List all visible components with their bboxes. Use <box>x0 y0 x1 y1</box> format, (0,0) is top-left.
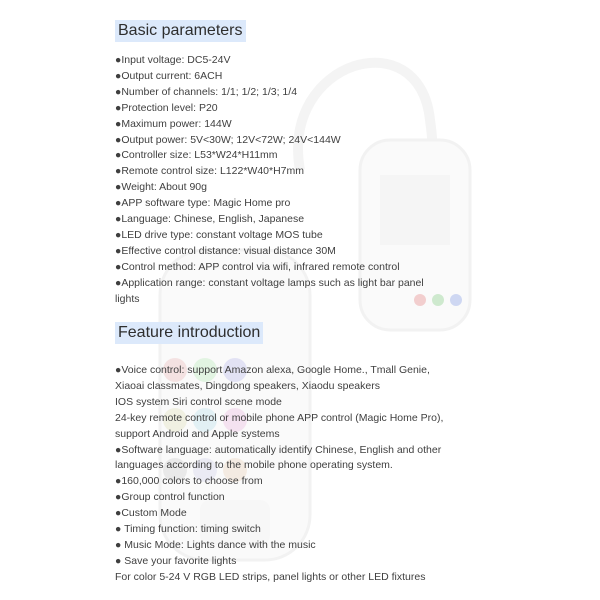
list-item: ● Music Mode: Lights dance with the music <box>115 538 316 551</box>
list-item: ●Language: Chinese, English, Japanese <box>115 213 305 226</box>
list-item: ●LED drive type: constant voltage MOS tube <box>115 228 323 241</box>
list-item: ●Maximum power: 144W <box>115 117 232 130</box>
list-item: ● Save your favorite lights <box>115 554 237 567</box>
list-item: ●Input voltage: DC5-24V <box>115 54 231 66</box>
list-item: ●Number of channels: 1/1; 1/2; 1/3; 1/4 <box>115 85 298 98</box>
list-item: ●Output power: 5V<30W; 12V<72W; 24V<144W <box>115 133 341 146</box>
list-item: ●Remote control size: L122*W40*H7mm <box>115 165 304 178</box>
list-item: ●Control method: APP control via wifi, infrared remote control <box>115 260 400 273</box>
list-item: ●Controller size: L53*W24*H11mm <box>115 149 278 162</box>
list-item: 24-key remote control or mobile phone APP control (Magic Home Pro), support Android and Apple systems <box>115 411 444 440</box>
list-item: ●Effective control distance: visual distance 30M <box>115 244 336 257</box>
list-item: ●Weight: About 90g <box>115 181 207 194</box>
list-item: ●APP software type: Magic Home pro <box>115 197 291 210</box>
list-item: ●Voice control: support Amazon alexa, Google Home., Tmall Genie, Xiaoai classmates, Dingdong speakers, Xiaodu speakers <box>115 364 430 392</box>
list-item: ●Application range: constant voltage lamps such as light bar panel lights <box>115 276 424 305</box>
list-item: For color 5-24 V RGB LED strips, panel lights or other LED fixtures <box>115 570 426 583</box>
list-item: ●Output current: 6ACH <box>115 69 223 82</box>
list-item: ● Timing function: timing switch <box>115 523 261 536</box>
basic-parameters-list <box>115 53 445 308</box>
list-item: ●160,000 colors to choose from <box>115 475 263 488</box>
feature-introduction-list <box>115 363 445 586</box>
list-item: IOS system Siri control scene mode <box>115 395 282 408</box>
list-item: ●Protection level: P20 <box>115 101 218 114</box>
list-item: ●Custom Mode <box>115 507 187 520</box>
list-item: ●Group control function <box>115 491 225 504</box>
basic-parameters-heading: Basic parameters <box>115 20 246 42</box>
list-item: ●Software language: automatically identify Chinese, English and other languages according to the mobile phone operating system. <box>115 443 442 472</box>
feature-introduction-heading: Feature introduction <box>115 322 263 344</box>
